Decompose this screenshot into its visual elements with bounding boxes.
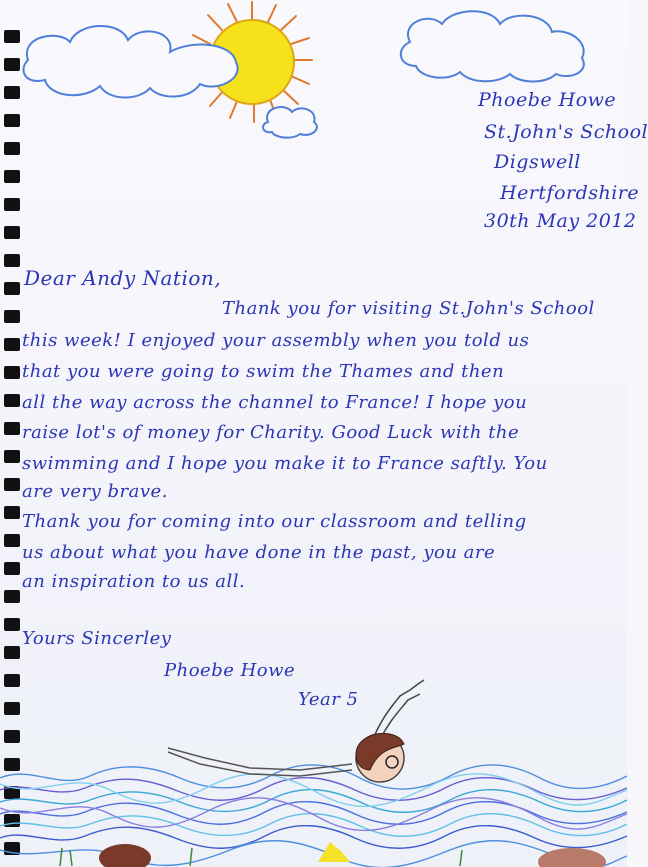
body-line: all the way across the channel to France! I hope you	[22, 392, 528, 413]
cloud-right	[401, 11, 584, 81]
letter-date: 30th May 2012	[484, 210, 637, 232]
body-line: Thank you for visiting St.John's School	[222, 298, 595, 319]
body-line: us about what you have done in the past, you are	[22, 542, 496, 563]
sea-waves	[0, 765, 627, 867]
sender-school: St.John's School	[484, 121, 648, 143]
salutation: Dear Andy Nation,	[24, 266, 222, 290]
body-line: that you were going to swim the Thames and then	[22, 361, 505, 382]
body-line: swimming and I hope you make it to France saftly. You	[22, 453, 548, 474]
sea-floor-details	[60, 842, 606, 867]
sender-county: Hertfordshire	[500, 182, 640, 204]
closing: Yours Sincerley	[22, 628, 172, 649]
body-line: raise lot's of money for Charity. Good Luck with the	[22, 422, 520, 443]
sender-name: Phoebe Howe	[478, 89, 617, 111]
cloud-small	[263, 107, 317, 138]
class-year: Year 5	[298, 689, 359, 710]
signature: Phoebe Howe	[164, 660, 296, 681]
cloud-left	[23, 26, 237, 98]
body-line: Thank you for coming into our classroom and telling	[22, 511, 527, 532]
sender-town: Digswell	[494, 151, 581, 173]
body-line: are very brave.	[22, 481, 168, 502]
body-line: this week! I enjoyed your assembly when you told us	[22, 330, 530, 351]
body-line: an inspiration to us all.	[22, 571, 246, 592]
